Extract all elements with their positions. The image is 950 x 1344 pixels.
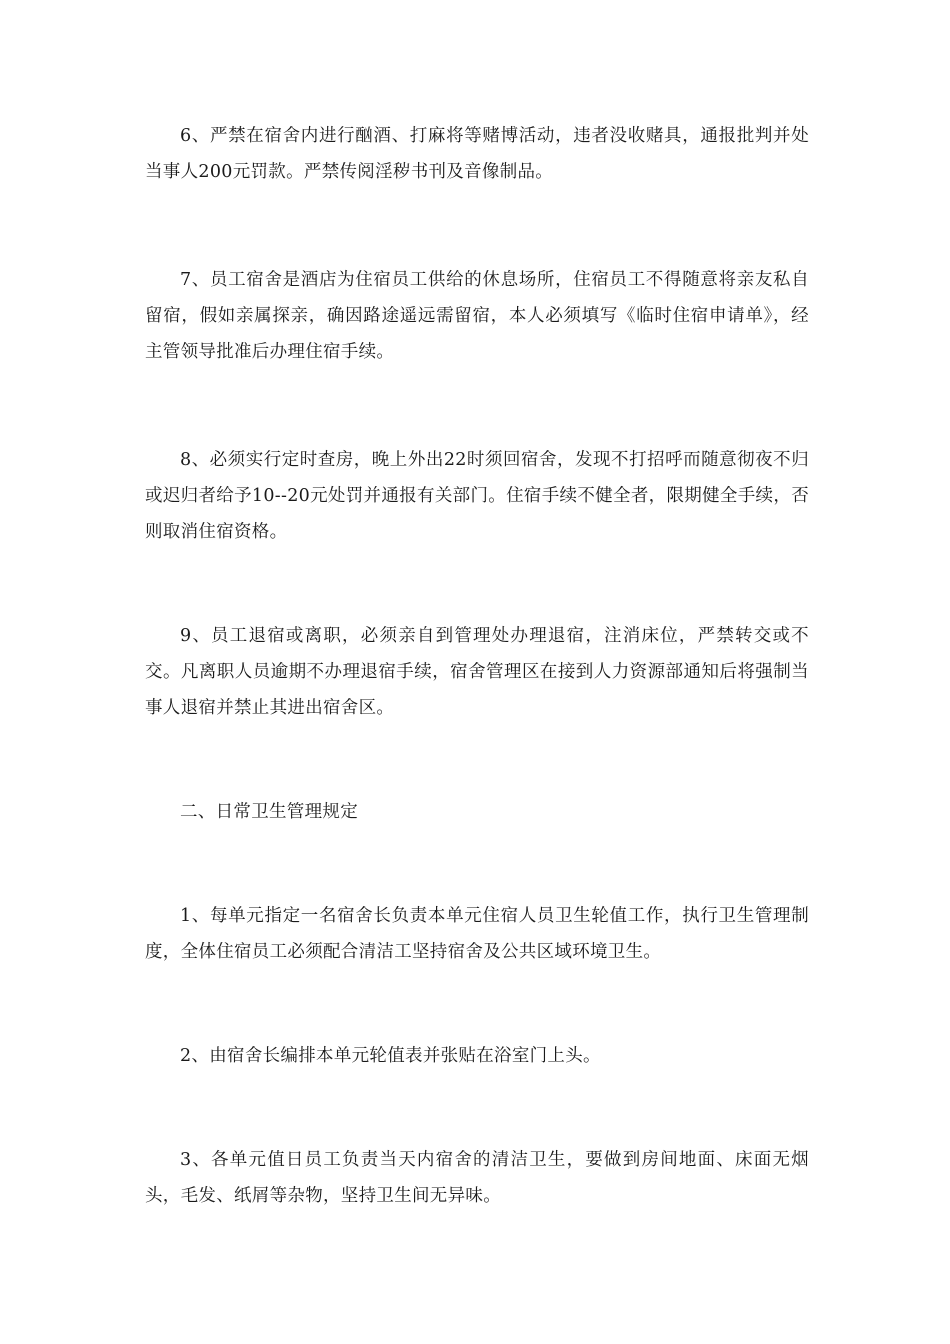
hygiene-rule-1-paragraph: 1、每单元指定一名宿舍长负责本单元住宿人员卫生轮值工作，执行卫生管理制度，全体住宿员工必须配合清洁工坚持宿舍及公共区域环境卫生。	[145, 906, 809, 962]
section-heading: 二、日常卫生管理规定	[180, 802, 358, 822]
rule-7-paragraph: 7、员工宿舍是酒店为住宿员工供给的休息场所，住宿员工不得随意将亲友私自留宿，假如亲属探亲，确因路途遥远需留宿，本人必须填写《临时住宿申请单》，经主管领导批准后办理住宿手续。	[145, 270, 809, 362]
rule-6-paragraph: 6、严禁在宿舍内进行酗酒、打麻将等赌博活动，违者没收赌具，通报批判并处当事人200元罚款。严禁传阅淫秽书刊及音像制品。	[145, 126, 809, 182]
rule-8-paragraph: 8、必须实行定时查房，晚上外出22时须回宿舍，发现不打招呼而随意彻夜不归或迟归者给予10--20元处罚并通报有关部门。住宿手续不健全者，限期健全手续，否则取消住宿资格。	[145, 450, 809, 542]
hygiene-rule-2-paragraph: 2、由宿舍长编排本单元轮值表并张贴在浴室门上头。	[180, 1046, 601, 1066]
rule-9-paragraph: 9、员工退宿或离职，必须亲自到管理处办理退宿，注消床位，严禁转交或不交。凡离职人员逾期不办理退宿手续，宿舍管理区在接到人力资源部通知后将强制当事人退宿并禁止其进出宿舍区。	[145, 626, 809, 718]
hygiene-rule-3-paragraph: 3、各单元值日员工负责当天内宿舍的清洁卫生，要做到房间地面、床面无烟头，毛发、纸屑等杂物，坚持卫生间无异味。	[145, 1150, 809, 1206]
